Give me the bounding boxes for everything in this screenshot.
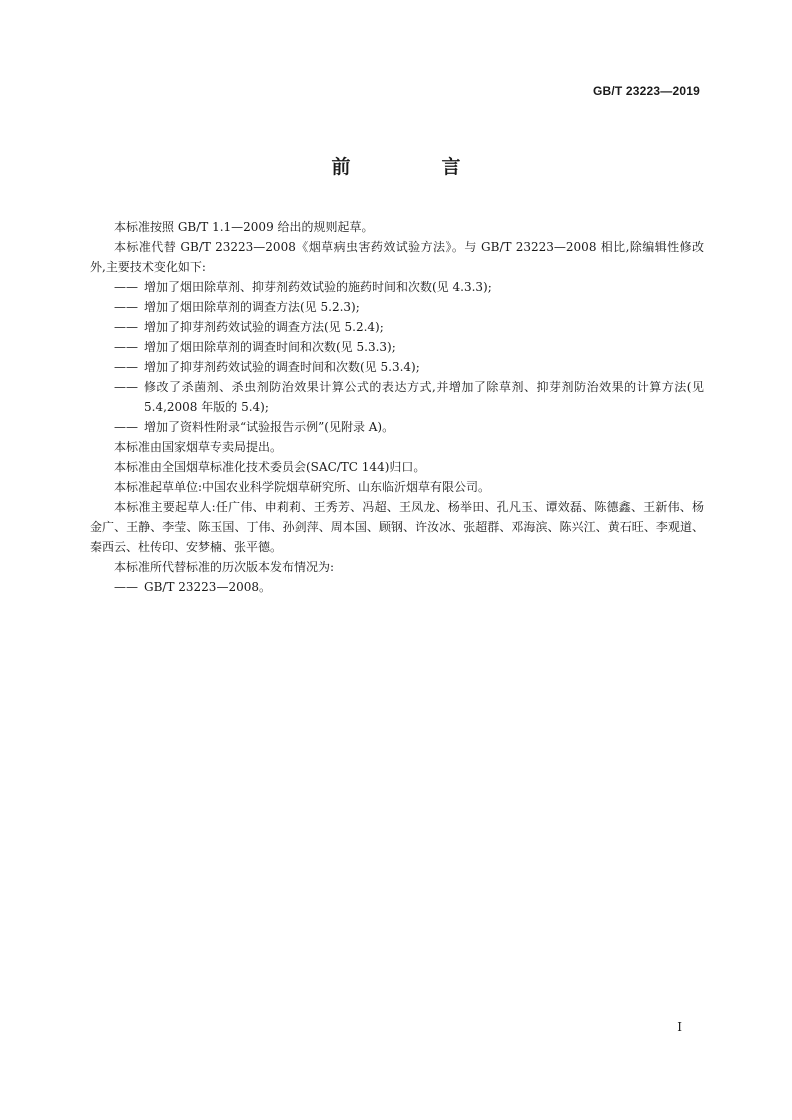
- change-text: 增加了资料性附录“试验报告示例”(见附录 A)。: [144, 420, 395, 434]
- dash-marker: ——: [114, 360, 138, 374]
- change-text: 增加了烟田除草剂的调查方法(见 5.2.3);: [144, 300, 360, 314]
- dash-marker: ——: [114, 420, 138, 434]
- paragraph-history: 本标准所代替标准的历次版本发布情况为:: [114, 560, 335, 574]
- change-text: 增加了烟田除草剂、抑芽剂药效试验的施药时间和次数(见 4.3.3);: [144, 280, 492, 294]
- dash-marker: ——: [114, 380, 138, 394]
- dash-marker: ——: [114, 320, 138, 334]
- dash-marker: ——: [114, 280, 138, 294]
- paragraph-committee: 本标准由全国烟草标准化技术委员会(SAC/TC 144)归口。: [114, 460, 426, 474]
- list-item: [90, 577, 704, 597]
- list-item: [90, 297, 704, 317]
- history-text: GB/T 23223—2008。: [144, 580, 271, 594]
- paragraph-drafters: 本标准主要起草人:任广伟、申莉莉、王秀芳、冯超、王凤龙、杨举田、孔凡玉、谭效磊、陈德鑫、王新伟、杨金广、王静、李莹、陈玉国、丁伟、孙剑萍、周本国、顾钢、许汝冰、张超群、邓海滨、陈兴江、黄石旺、李观道、秦西云、杜传印、安梦楠、张平德。: [90, 500, 704, 554]
- change-text: 增加了抑芽剂药效试验的调查方法(见 5.2.4);: [144, 320, 384, 334]
- list-item: [90, 317, 704, 337]
- list-item: [90, 377, 704, 417]
- standard-code: GB/T 23223—2019: [592, 84, 700, 98]
- dash-marker: ——: [114, 580, 138, 594]
- change-text: 修改了杀菌剂、杀虫剂防治效果计算公式的表达方式,并增加了除草剂、抑芽剂防治效果的计算方法(见 5.4,2008 年版的 5.4);: [144, 380, 704, 414]
- change-text: 增加了烟田除草剂的调查时间和次数(见 5.3.3);: [144, 340, 396, 354]
- list-item: [90, 337, 704, 357]
- paragraph-drafting-rules: 本标准按照 GB/T 1.1—2009 给出的规则起草。: [114, 220, 374, 234]
- dash-marker: ——: [114, 300, 138, 314]
- page-number: I: [677, 1020, 682, 1034]
- list-item: [90, 357, 704, 377]
- change-text: 增加了抑芽剂药效试验的调查时间和次数(见 5.3.4);: [144, 360, 420, 374]
- page-title: 前 言: [331, 156, 497, 178]
- foreword-body: [90, 217, 704, 597]
- paragraph-replacement: 本标准代替 GB/T 23223—2008《烟草病虫害药效试验方法》。与 GB/T 23223—2008 相比,除编辑性修改外,主要技术变化如下:: [90, 240, 704, 274]
- paragraph-proposer: 本标准由国家烟草专卖局提出。: [114, 440, 283, 454]
- list-item: [90, 417, 704, 437]
- dash-marker: ——: [114, 340, 138, 354]
- list-item: [90, 277, 704, 297]
- paragraph-drafting-units: 本标准起草单位:中国农业科学院烟草研究所、山东临沂烟草有限公司。: [114, 480, 491, 494]
